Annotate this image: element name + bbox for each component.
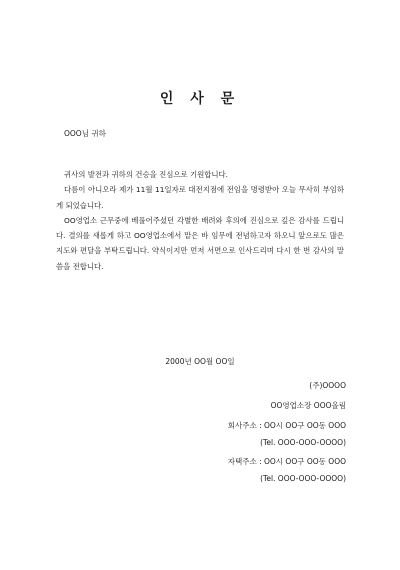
sender-office-tel: (Tel. OOO-OOO-OOOO) [260,438,346,447]
sender-company: (주)OOOO [309,381,346,390]
letter-title: 인 사 문 [159,91,241,107]
letter-date: 2000년 OO월 OO일 [165,357,235,366]
body-paragraph-2: 다름이 아니오라 제가 11월 11일자로 대전지점에 전임을 명령받아 오늘 무사히 부임하게 되었습니다. [56,185,344,210]
sender-position: OO영업소장 OOO올림 [270,401,346,410]
body-paragraph-1: 귀사의 발전과 귀하의 건승을 진심으로 기원합니다. [64,170,229,179]
body-paragraph-3: OO영업소 근무중에 베풀어주셨던 각별한 배려와 후의에 진심으로 깊은 감사를 드립니다. 결의를 새롭게 하고 OO영업소에서 맡은 바 임무에 전념하고자 하오니 앞으로도 많은 지도와 편달을 부탁드립니다. 약식이지만 먼저 서면으로 인사드리며 다시 한 번 감사의 말씀을 전합니다. [56,215,344,271]
recipient-line: OOO님 귀하 [64,129,106,138]
sender-home-tel: (Tel. OOO-OOO-OOOO) [260,474,346,483]
letter-body [56,167,344,274]
sender-home-address: 자택주소 : OO시 OO구 OO동 OOO [227,457,346,466]
sender-office-address: 회사주소 : OO시 OO구 OO동 OOO [227,421,346,430]
